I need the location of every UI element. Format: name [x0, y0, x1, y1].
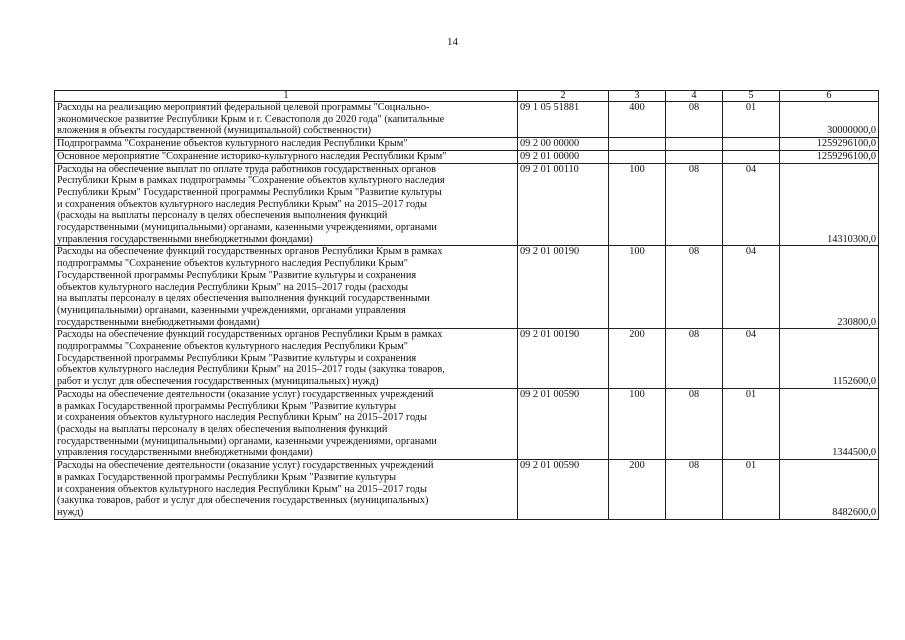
table-row	[55, 460, 879, 520]
row-code-cell: 09 2 01 00590	[518, 388, 609, 459]
row-name-line: подпрограммы "Сохранение объектов культурного наследия Республики Крым"	[57, 341, 408, 353]
table-row	[55, 102, 879, 138]
row-name-line: вложения в объекты государственной (муниципальной) собственности)	[57, 125, 372, 137]
row-col4-cell: 08	[666, 329, 723, 389]
row-col3-cell	[609, 138, 666, 151]
row-col5-cell: 01	[723, 388, 780, 459]
budget-table	[54, 90, 879, 520]
row-name-cell	[55, 329, 518, 389]
row-col3-cell: 400	[609, 102, 666, 138]
row-name-cell	[55, 102, 518, 138]
row-amount-cell: 8482600,0	[780, 460, 879, 520]
row-col3-cell: 200	[609, 460, 666, 520]
row-name-line: в рамках Государственной программы Республики Крым "Развитие культуры	[57, 400, 397, 412]
row-name-line: Расходы на обеспечение деятельности (оказание услуг) государственных учреждений	[57, 460, 434, 472]
row-name-line: Расходы на обеспечение выплат по оплате труда работников государственных органов	[57, 163, 436, 175]
row-col5-cell: 04	[723, 163, 780, 246]
row-col4-cell: 08	[666, 246, 723, 329]
row-code-cell: 09 2 01 00190	[518, 329, 609, 389]
row-code-cell: 09 2 01 00000	[518, 150, 609, 163]
row-col3-cell: 100	[609, 163, 666, 246]
row-code-cell: 09 2 01 00110	[518, 163, 609, 246]
row-amount-cell: 1259296100,0	[780, 150, 879, 163]
row-name-line: работ и услуг для обеспечения государственных (муниципальных) нужд)	[57, 376, 379, 388]
row-name-line: Республики Крым в рамках подпрограммы "Сохранение объектов культурного наследия	[57, 175, 445, 187]
column-header-4: 4	[666, 91, 723, 102]
row-name-line: и сохранения объектов культурного наследия Республики Крым" на 2015–2017 годы	[57, 483, 427, 495]
row-col3-cell: 200	[609, 329, 666, 389]
row-name-line: Государственной программы Республики Крым "Развитие культуры и сохранения	[57, 269, 417, 281]
row-col5-cell: 04	[723, 246, 780, 329]
row-col5-cell	[723, 150, 780, 163]
row-name-line: объектов культурного наследия Республики Крым" на 2015–2017 годы (закупка товаров,	[57, 364, 445, 376]
row-amount-cell: 1344500,0	[780, 388, 879, 459]
row-name-line: на выплаты персоналу в целях обеспечения выполнения функций государственными	[57, 293, 430, 305]
row-col3-cell: 100	[609, 388, 666, 459]
row-name-line: Расходы на реализацию мероприятий федеральной целевой программы "Социально-	[57, 102, 430, 113]
page-number: 14	[447, 36, 458, 48]
column-header-2: 2	[518, 91, 609, 102]
row-col5-cell: 01	[723, 102, 780, 138]
row-name-cell	[55, 460, 518, 520]
row-code-cell: 09 2 01 00590	[518, 460, 609, 520]
row-amount-cell: 1152600,0	[780, 329, 879, 389]
row-code-cell: 09 2 01 00190	[518, 246, 609, 329]
row-col4-cell	[666, 150, 723, 163]
row-name-line: (расходы на выплаты персоналу в целях обеспечения выполнения функций	[57, 423, 388, 435]
table-row	[55, 150, 879, 163]
row-amount-cell: 14310300,0	[780, 163, 879, 246]
table-row	[55, 329, 879, 389]
row-name-line: государственными (муниципальными) органами, казенными учреждениями, органами	[57, 435, 437, 447]
row-name-cell	[55, 246, 518, 329]
table-row	[55, 163, 879, 246]
row-name-line: государственными внебюджетными фондами)	[57, 316, 260, 328]
row-code-cell: 09 1 05 51881	[518, 102, 609, 138]
row-col4-cell: 08	[666, 102, 723, 138]
row-name-line: нужд)	[57, 506, 84, 518]
row-amount-cell: 230800,0	[780, 246, 879, 329]
column-header-3: 3	[609, 91, 666, 102]
table-row	[55, 138, 879, 151]
row-amount-cell: 1259296100,0	[780, 138, 879, 151]
row-name-cell	[55, 163, 518, 246]
row-code-cell: 09 2 00 00000	[518, 138, 609, 151]
row-name-line: (муниципальными) органами, казенными учреждениями, органами управления	[57, 304, 406, 316]
row-name-line: подпрограммы "Сохранение объектов культурного наследия Республики Крым"	[57, 258, 408, 270]
row-col5-cell: 04	[723, 329, 780, 389]
row-name-line: управления государственными внебюджетными фондами)	[57, 233, 313, 245]
row-name-line: в рамках Государственной программы Республики Крым "Развитие культуры	[57, 471, 397, 483]
table-row	[55, 246, 879, 329]
row-name-line: экономическое развитие Республики Крым и г. Севастополя до 2020 года" (капитальные	[57, 113, 445, 125]
row-name-line: Расходы на обеспечение функций государственных органов Республики Крым в рамках	[57, 246, 443, 258]
row-col3-cell	[609, 150, 666, 163]
row-col4-cell: 08	[666, 388, 723, 459]
row-name-cell	[55, 388, 518, 459]
table-row	[55, 388, 879, 459]
row-name-cell	[55, 150, 518, 163]
column-header-6: 6	[780, 91, 879, 102]
row-col4-cell	[666, 138, 723, 151]
row-name-line: Основное мероприятие "Сохранение историко-культурного наследия Республики Крым"	[57, 150, 447, 162]
row-name-line: (расходы на выплаты персоналу в целях обеспечения выполнения функций	[57, 210, 388, 222]
row-col3-cell: 100	[609, 246, 666, 329]
row-name-line: объектов культурного наследия Республики Крым" на 2015–2017 годы (расходы	[57, 281, 409, 293]
row-name-line: Подпрограмма "Сохранение объектов культурного наследия Республики Крым"	[57, 138, 408, 150]
row-name-line: (закупка товаров, работ и услуг для обеспечения государственных (муниципальных)	[57, 495, 429, 507]
row-name-line: Расходы на обеспечение деятельности (оказание услуг) государственных учреждений	[57, 388, 434, 400]
row-name-line: Государственной программы Республики Крым "Развитие культуры и сохранения	[57, 352, 417, 364]
column-header-5: 5	[723, 91, 780, 102]
row-name-line: и сохранения объектов культурного наследия Республики Крым" на 2015–2017 годы	[57, 412, 427, 424]
row-col4-cell: 08	[666, 460, 723, 520]
row-name-line: и сохранения объектов культурного наследия Республики Крым" на 2015–2017 годы	[57, 198, 427, 210]
table-header-row	[55, 91, 879, 102]
row-col5-cell	[723, 138, 780, 151]
row-name-line: Расходы на обеспечение функций государственных органов Республики Крым в рамках	[57, 329, 443, 341]
column-header-1: 1	[55, 91, 518, 102]
row-name-line: управления государственными внебюджетными фондами)	[57, 447, 313, 459]
row-amount-cell: 30000000,0	[780, 102, 879, 138]
row-name-cell	[55, 138, 518, 151]
row-col5-cell: 01	[723, 460, 780, 520]
row-name-line: государственными (муниципальными) органами, казенными учреждениями, органами	[57, 222, 437, 234]
row-col4-cell: 08	[666, 163, 723, 246]
row-name-line: Республики Крым" Государственной программы Республики Крым "Развитие культуры	[57, 186, 442, 198]
